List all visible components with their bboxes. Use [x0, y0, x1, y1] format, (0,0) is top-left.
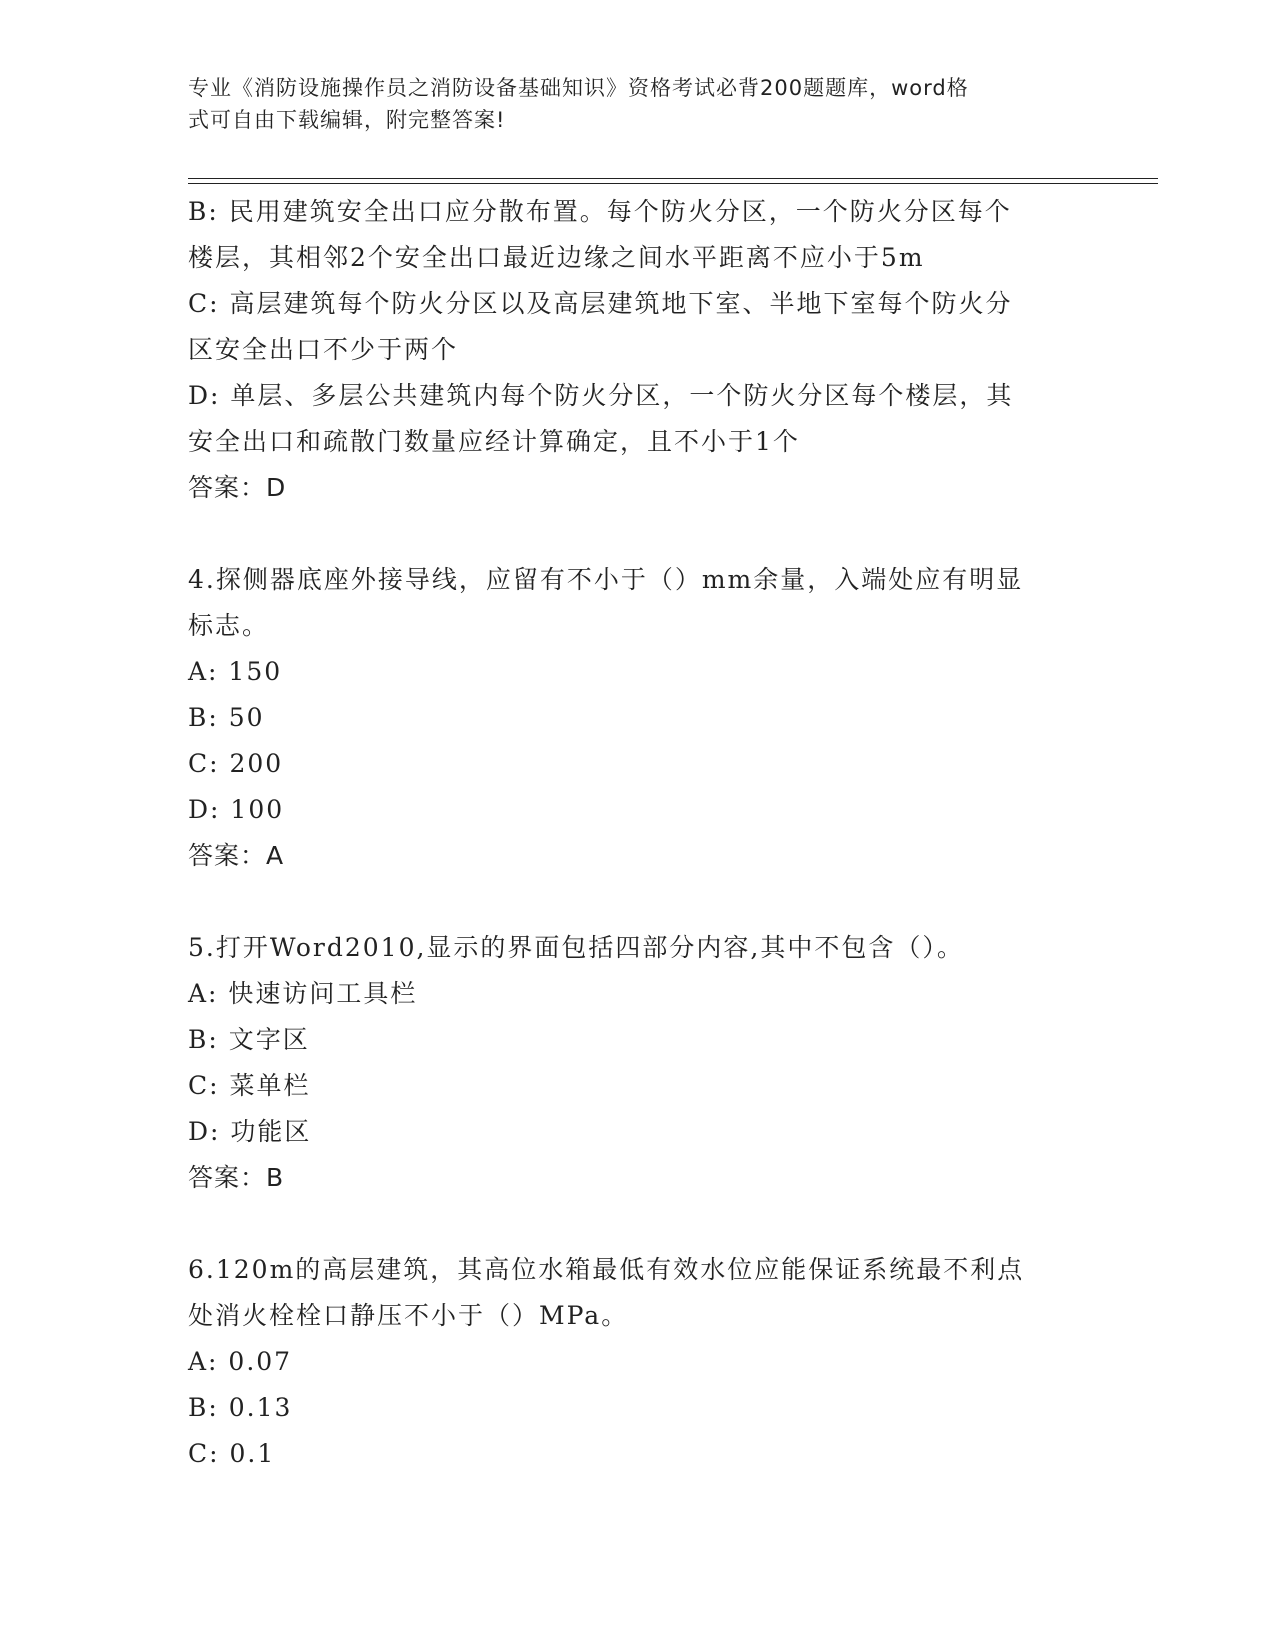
- option-a: A: 0.07: [188, 1347, 293, 1376]
- document-header: [188, 72, 1068, 136]
- option-d: D: 单层、多层公共建筑内每个防火分区，一个防火分区每个楼层，其: [188, 381, 1014, 410]
- header-divider-top: [188, 178, 1158, 179]
- option-a: A: 150: [188, 657, 283, 686]
- option-b: B: 民用建筑安全出口应分散布置。每个防火分区，一个防火分区每个: [188, 197, 1012, 226]
- question-4: [188, 557, 1078, 879]
- option-c: C: 菜单栏: [188, 1071, 311, 1100]
- header-title-line-1: 专业《消防设施操作员之消防设备基础知识》资格考试必背200题题库，word格: [188, 76, 969, 100]
- option-c: C: 0.1: [188, 1439, 276, 1468]
- question-stem-continued: 处消火栓栓口静压不小于（）MPa。: [188, 1301, 629, 1330]
- spacer: [188, 879, 1078, 925]
- spacer: [188, 1201, 1078, 1247]
- option-b-continued: 楼层，其相邻2个安全出口最近边缘之间水平距离不应小于5m: [188, 243, 925, 272]
- question-6: [188, 1247, 1078, 1477]
- option-d: D: 功能区: [188, 1117, 312, 1146]
- option-b: B: 50: [188, 703, 265, 732]
- option-a: A: 快速访问工具栏: [188, 979, 418, 1008]
- header-title-line-2: 式可自由下载编辑，附完整答案!: [188, 108, 506, 132]
- question-stem-continued: 标志。: [188, 611, 270, 640]
- option-d: D: 100: [188, 795, 285, 824]
- answer: 答案：B: [188, 1163, 285, 1192]
- question-stem: 5.打开Word2010,显示的界面包括四部分内容,其中不包含（）。: [188, 933, 964, 962]
- option-c: C: 高层建筑每个防火分区以及高层建筑地下室、半地下室每个防火分: [188, 289, 1013, 318]
- option-b: B: 0.13: [188, 1393, 293, 1422]
- answer: 答案：A: [188, 841, 285, 870]
- question-stem: 6.120m的高层建筑，其高位水箱最低有效水位应能保证系统最不利点: [188, 1255, 1025, 1284]
- option-c-continued: 区安全出口不少于两个: [188, 335, 459, 364]
- question-3: [188, 189, 1078, 511]
- question-content: [188, 189, 1078, 1477]
- spacer: [188, 511, 1078, 557]
- option-c: C: 200: [188, 749, 284, 778]
- option-d-continued: 安全出口和疏散门数量应经计算确定，且不小于1个: [188, 427, 800, 456]
- question-stem: 4.探侧器底座外接导线，应留有不小于（）mm余量，入端处应有明显: [188, 565, 1024, 594]
- header-divider-bottom: [188, 183, 1158, 184]
- question-5: [188, 925, 1078, 1201]
- option-b: B: 文字区: [188, 1025, 310, 1054]
- answer: 答案：D: [188, 473, 287, 502]
